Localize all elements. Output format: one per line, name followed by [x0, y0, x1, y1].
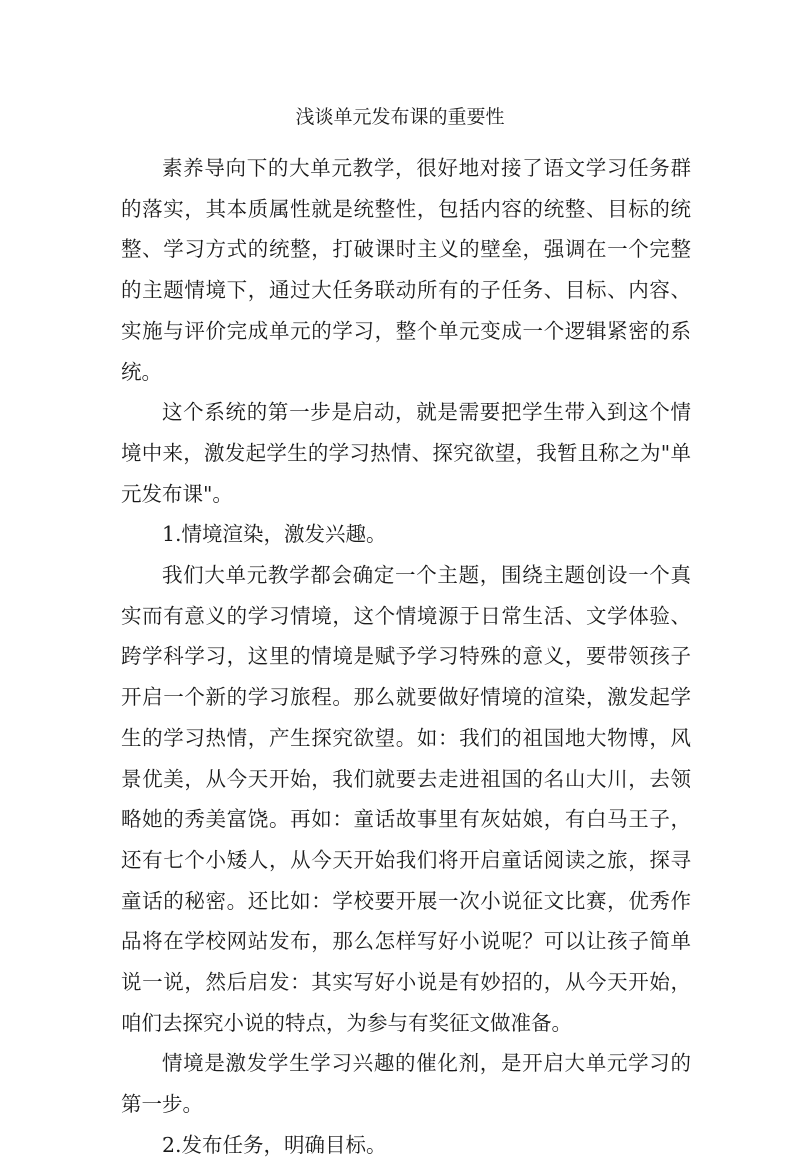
- section-heading-1: 1.情境渲染，激发兴趣。: [162, 522, 387, 547]
- section-heading-2: 2.发布任务，明确目标。: [162, 1132, 387, 1157]
- document-body: [121, 148, 691, 1166]
- document-title: 浅谈单元发布课的重要性: [295, 106, 505, 128]
- paragraph-context-examples: 我们大单元教学都会确定一个主题，围绕主题创设一个真实而有意义的学习情境，这个情境源于日常生活、文学体验、跨学科学习，这里的情境是赋予学习特殊的意义，要带领孩子开启一个新的学习旅程。那么就要做好情境的渲染，激发起学生的学习热情，产生探究欲望。如：我们的祖国地大物博，风景优美，从今天开始，我们就要去走进祖国的名山大川，去领略她的秀美富饶。再如：童话故事里有灰姑娘，有白马王子，还有七个小矮人，从今天开始我们将开启童话阅读之旅，探寻童话的秘密。还比如：学校要开展一次小说征文比赛，优秀作品将在学校网站发布，那么怎样写好小说呢？可以让孩子简单说一说，然后启发：其实写好小说是有妙招的，从今天开始，咱们去探究小说的特点，为参与有奖征文做准备。: [121, 563, 691, 1035]
- paragraph-context-summary: 情境是激发学生学习兴趣的催化剂，是开启大单元学习的第一步。: [121, 1051, 691, 1117]
- paragraph-intro: 素养导向下的大单元教学，很好地对接了语文学习任务群的落实，其本质属性就是统整性，包括内容的统整、目标的统整、学习方式的统整，打破课时主义的壁垒，强调在一个完整的主题情境下，通过大任务联动所有的子任务、目标、内容、实施与评价完成单元的学习，整个单元变成一个逻辑紧密的系统。: [121, 156, 691, 384]
- paragraph-system-start: 这个系统的第一步是启动，就是需要把学生带入到这个情境中来，激发起学生的学习热情、探究欲望，我暂且称之为"单元发布课"。: [121, 400, 691, 506]
